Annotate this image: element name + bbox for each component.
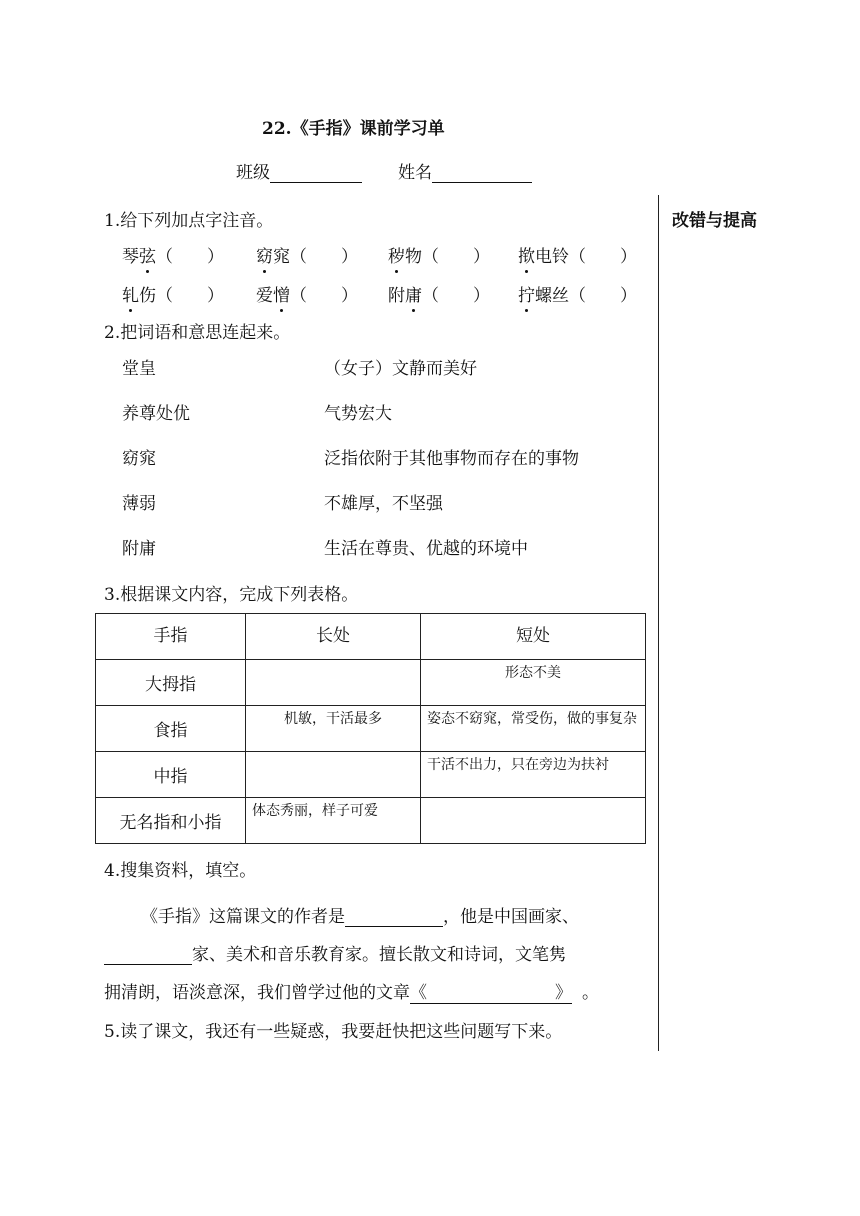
dotted-char: 轧 xyxy=(122,281,139,306)
pinyin-item: 秽物（ ） xyxy=(388,242,490,267)
pinyin-item: 揿电铃（ ） xyxy=(518,242,637,267)
table-header-row xyxy=(96,614,646,660)
finger-table xyxy=(95,613,646,844)
weakness-cell[interactable]: 姿态不窈窕，常受伤，做的事复杂 xyxy=(421,706,646,752)
answer-paren[interactable]: （ ） xyxy=(569,286,637,306)
name-label: 姓名 xyxy=(398,163,432,183)
name-field xyxy=(398,158,532,183)
dotted-char: 拧 xyxy=(518,281,535,306)
margin-divider xyxy=(658,195,659,1051)
q1-prompt: 1.给下列加点字注音。 xyxy=(104,211,274,231)
article-blank[interactable]: 《 》 xyxy=(410,978,572,1004)
weakness-cell[interactable] xyxy=(421,798,646,844)
dotted-char: 揿 xyxy=(518,242,535,267)
author-blank[interactable] xyxy=(345,908,443,927)
class-field xyxy=(236,158,362,183)
class-blank[interactable] xyxy=(270,164,362,183)
finger-name: 大拇指 xyxy=(96,660,246,706)
match-meaning[interactable]: 泛指依附于其他事物而存在的事物 xyxy=(324,449,579,469)
pinyin-item: 窈窕（ ） xyxy=(256,242,358,267)
side-heading: 改错与提高 xyxy=(672,211,757,231)
q4-prompt: 4.搜集资料，填空。 xyxy=(104,861,257,881)
strength-cell[interactable] xyxy=(246,752,421,798)
table-row xyxy=(96,752,646,798)
q4-line-3: 拥清朗，语淡意深，我们曾学过他的文章《 》 。 xyxy=(104,978,599,1004)
dotted-char: 憎 xyxy=(273,281,290,306)
q4-line-2: 家、美术和音乐教育家。擅长散文和诗词，文笔隽 xyxy=(104,940,566,965)
answer-paren[interactable]: （ ） xyxy=(422,247,490,267)
q4-line-1: 《手指》这篇课文的作者是 ，他是中国画家、 xyxy=(141,907,579,927)
table-row xyxy=(96,706,646,752)
class-label: 班级 xyxy=(236,163,270,183)
answer-paren[interactable]: （ ） xyxy=(422,286,490,306)
match-word[interactable]: 附庸 xyxy=(122,539,156,559)
pinyin-item: 爱憎（ ） xyxy=(256,281,358,306)
answer-paren[interactable]: （ ） xyxy=(290,247,358,267)
answer-paren[interactable]: （ ） xyxy=(569,247,637,267)
strength-cell[interactable]: 体态秀丽，样子可爱 xyxy=(246,798,421,844)
match-meaning[interactable]: （女子）文静而美好 xyxy=(324,359,477,379)
dotted-char: 窈 xyxy=(256,242,273,267)
answer-paren[interactable]: （ ） xyxy=(156,247,224,267)
match-word[interactable]: 养尊处优 xyxy=(122,404,190,424)
page-title: 22.《手指》课前学习单 xyxy=(262,119,445,139)
pinyin-item: 轧伤（ ） xyxy=(122,281,224,306)
match-word[interactable]: 窈窕 xyxy=(122,449,156,469)
table-row xyxy=(96,660,646,706)
pinyin-item: 附庸（ ） xyxy=(388,281,490,306)
name-blank[interactable] xyxy=(432,164,532,183)
match-meaning[interactable]: 气势宏大 xyxy=(324,404,392,424)
match-word[interactable]: 堂皇 xyxy=(122,359,156,379)
finger-name: 无名指和小指 xyxy=(96,798,246,844)
header-weakness: 短处 xyxy=(421,614,646,660)
finger-name: 中指 xyxy=(96,752,246,798)
answer-paren[interactable]: （ ） xyxy=(290,286,358,306)
match-meaning[interactable]: 不雄厚，不坚强 xyxy=(324,494,443,514)
match-meaning[interactable]: 生活在尊贵、优越的环境中 xyxy=(324,539,528,559)
dotted-char: 弦 xyxy=(139,242,156,267)
table-row xyxy=(96,798,646,844)
q3-prompt: 3.根据课文内容，完成下列表格。 xyxy=(104,585,359,605)
q2-prompt: 2.把词语和意思连起来。 xyxy=(104,323,291,343)
header-finger: 手指 xyxy=(96,614,246,660)
header-strength: 长处 xyxy=(246,614,421,660)
weakness-cell[interactable]: 形态不美 xyxy=(421,660,646,706)
dotted-char: 秽 xyxy=(388,242,405,267)
strength-cell[interactable]: 机敏，干活最多 xyxy=(246,706,421,752)
profession-blank[interactable] xyxy=(104,946,192,965)
dotted-char: 庸 xyxy=(405,281,422,306)
weakness-cell[interactable]: 干活不出力，只在旁边为扶衬 xyxy=(421,752,646,798)
pinyin-item: 拧螺丝（ ） xyxy=(518,281,637,306)
q5-prompt: 5.读了课文，我还有一些疑惑，我要赶快把这些问题写下来。 xyxy=(104,1022,563,1042)
pinyin-item: 琴弦（ ） xyxy=(122,242,224,267)
match-word[interactable]: 薄弱 xyxy=(122,494,156,514)
finger-name: 食指 xyxy=(96,706,246,752)
strength-cell[interactable] xyxy=(246,660,421,706)
answer-paren[interactable]: （ ） xyxy=(156,286,224,306)
